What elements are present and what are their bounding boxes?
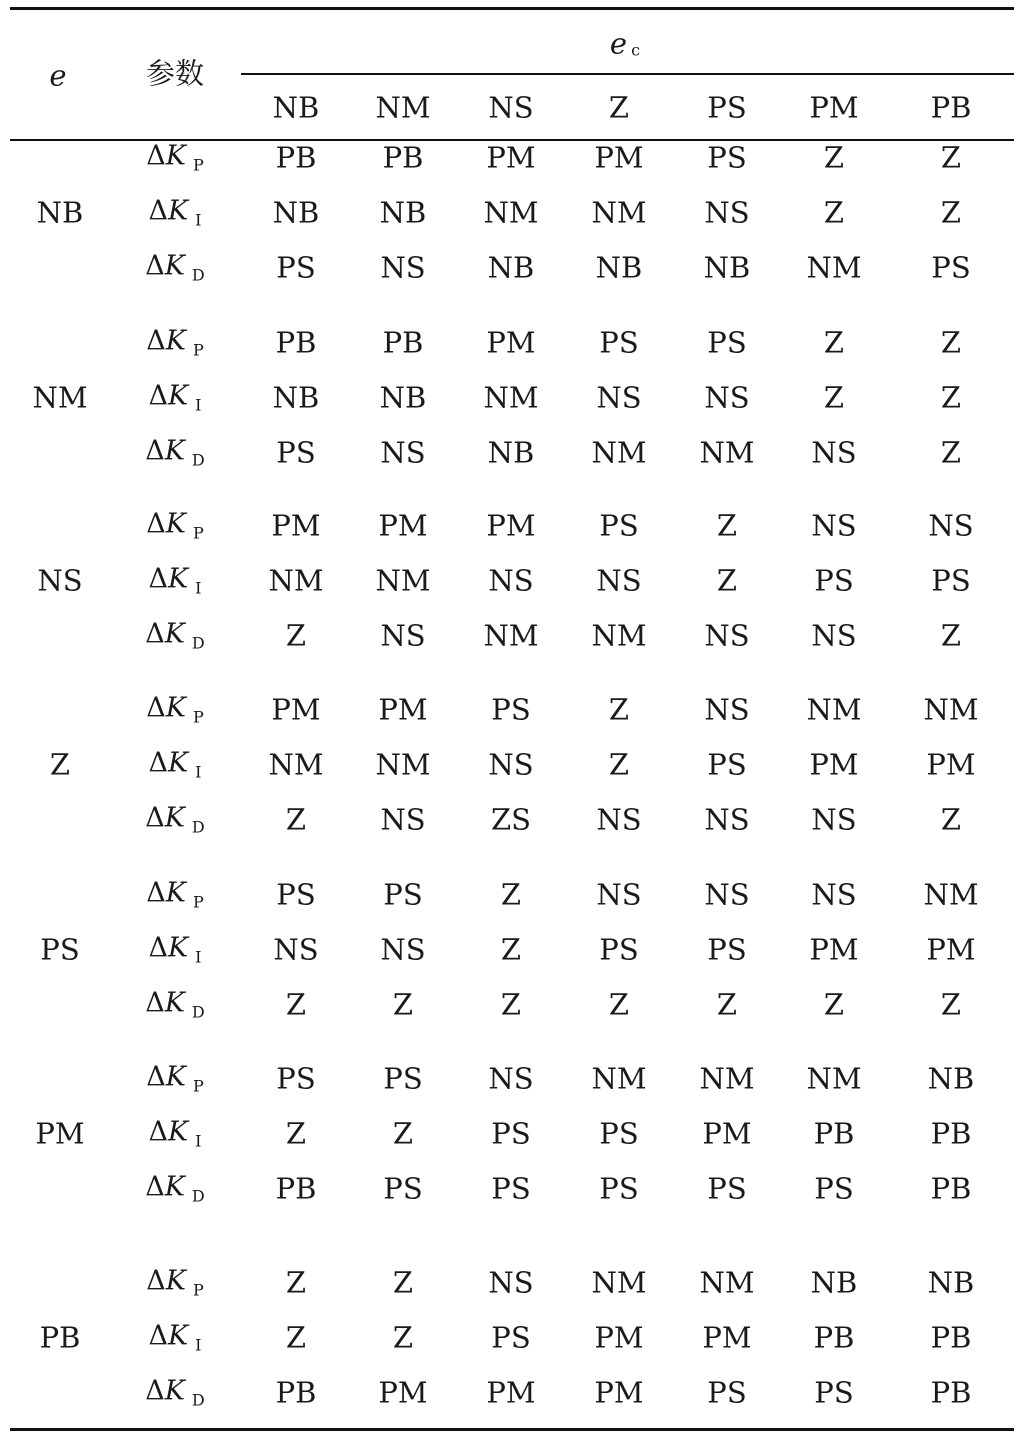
row-group-label-pm: PM [35,1116,85,1151]
param-label-i: ΔK $_I$ [148,563,202,598]
table-cell: PB [930,1171,972,1206]
table-cell: PS [276,1061,316,1096]
table-cell: PM [486,325,536,360]
table-cell: PM [702,1116,752,1151]
table-cell: Z [823,987,845,1022]
table-cell: NM [591,1265,647,1300]
table-cell: NM [806,692,862,727]
table-cell: NS [811,618,857,653]
table-cell: NB [487,435,535,470]
table-cell: NM [483,380,539,415]
table-cell: PM [594,1375,644,1410]
table-cell: PS [931,250,971,285]
table-cell: NM [483,195,539,230]
table-cell: NS [596,563,642,598]
table-cell: Z [716,987,738,1022]
row-group-label-pb: PB [39,1320,81,1355]
table-cell: NS [596,802,642,837]
table-cell: PS [599,1116,639,1151]
table-cell: Z [940,195,962,230]
table-cell: Z [392,1320,414,1355]
table-cell: NM [923,877,979,912]
table-cell: NM [923,692,979,727]
table-cell: Z [500,932,522,967]
table-cell: NM [375,563,431,598]
table-cell: PM [926,747,976,782]
table-cell: NS [928,508,974,543]
header-sub-rule [241,73,1014,75]
table-cell: NS [704,877,750,912]
table-cell: NM [591,195,647,230]
table-cell: NM [483,618,539,653]
table-cell: PB [813,1116,855,1151]
param-label-d: ΔK $_D$ [145,250,205,285]
table-cell: NS [704,618,750,653]
column-header-ns: NS [488,90,534,125]
table-cell: Z [392,987,414,1022]
table-cell: PS [491,1320,531,1355]
table-cell: NS [704,195,750,230]
table-cell: NB [379,195,427,230]
row-group-label-ps: PS [40,932,80,967]
table-cell: NS [811,877,857,912]
table-cell: NM [591,618,647,653]
table-cell: NS [811,508,857,543]
param-label-d: ΔK $_D$ [145,1375,205,1410]
table-cell: PS [814,1171,854,1206]
table-cell: PS [931,563,971,598]
param-label-p: ΔK $_P$ [146,325,204,360]
header-ec-main: e [609,26,628,61]
table-cell: NM [699,1061,755,1096]
table-cell: Z [608,987,630,1022]
table-cell: NM [806,250,862,285]
table-cell: PS [707,747,747,782]
header-e: e [49,58,67,93]
table-cell: NS [488,563,534,598]
header-ec [609,26,641,61]
column-header-ps: PS [707,90,747,125]
param-label-d: ΔK $_D$ [145,435,205,470]
table-cell: Z [940,802,962,837]
table-cell: PS [383,1061,423,1096]
table-cell: Z [716,563,738,598]
table-cell: NB [272,195,320,230]
table-cell: Z [285,1116,307,1151]
param-label-p: ΔK $_P$ [146,140,204,175]
param-label-i: ΔK $_I$ [148,195,202,230]
table-cell: NS [488,1061,534,1096]
table-cell: PM [486,140,536,175]
table-cell: PM [809,747,859,782]
param-label-i: ΔK $_I$ [148,380,202,415]
table-cell: PS [383,1171,423,1206]
table-cell: Z [500,987,522,1022]
table-cell: PB [382,140,424,175]
table-cell: PS [707,140,747,175]
table-cell: NS [380,250,426,285]
header-param: 参数 [145,56,205,91]
table-cell: NM [806,1061,862,1096]
row-group-label-ns: NS [37,563,83,598]
param-label-i: ΔK $_I$ [148,1320,202,1355]
table-cell: NS [380,802,426,837]
param-label-d: ΔK $_D$ [145,618,205,653]
table-cell: NM [699,1265,755,1300]
column-header-z: Z [608,90,630,125]
param-label-p: ΔK $_P$ [146,1061,204,1096]
table-cell: PM [809,932,859,967]
table-cell: PS [814,563,854,598]
row-group-label-nb: NB [36,195,84,230]
table-cell: Z [285,802,307,837]
table-cell: PB [930,1116,972,1151]
table-cell: PM [486,508,536,543]
table-cell: NM [375,747,431,782]
table-cell: NM [699,435,755,470]
table-cell: PS [599,932,639,967]
table-cell: PS [383,877,423,912]
param-label-i: ΔK $_I$ [148,1116,202,1151]
table-cell: NB [272,380,320,415]
table-cell: PM [486,1375,536,1410]
table-cell: NS [811,435,857,470]
table-cell: Z [940,325,962,360]
table-cell: PM [378,1375,428,1410]
param-label-i: ΔK $_I$ [148,932,202,967]
table-cell: Z [716,508,738,543]
table-cell: PS [599,508,639,543]
table-cell: Z [285,987,307,1022]
table-cell: NS [704,380,750,415]
table-cell: PS [707,1375,747,1410]
table-cell: NS [380,932,426,967]
table-cell: NB [595,250,643,285]
table-cell: NS [596,380,642,415]
row-group-label-nm: NM [32,380,88,415]
table-cell: PS [276,435,316,470]
table-cell: Z [608,692,630,727]
param-label-d: ΔK $_D$ [145,987,205,1022]
top-rule [10,7,1014,10]
table-cell: NS [380,435,426,470]
table-cell: PM [271,508,321,543]
table-cell: NB [810,1265,858,1300]
table-cell: NM [591,1061,647,1096]
table-cell: PM [378,508,428,543]
table-cell: Z [823,380,845,415]
table-cell: Z [940,618,962,653]
table-cell: PB [275,140,317,175]
table-cell: Z [823,140,845,175]
table-cell: PM [926,932,976,967]
row-group-label-z: Z [49,747,71,782]
table-cell: NB [927,1061,975,1096]
table-cell: NM [591,435,647,470]
table-cell: PB [275,1171,317,1206]
table-cell: NS [488,1265,534,1300]
table-cell: PM [594,1320,644,1355]
table-cell: Z [500,877,522,912]
param-label-p: ΔK $_P$ [146,508,204,543]
table-cell: PB [275,1375,317,1410]
table-cell: NS [273,932,319,967]
table-cell: PM [378,692,428,727]
table-cell: PS [599,1171,639,1206]
table-cell: Z [940,140,962,175]
table-cell: PM [271,692,321,727]
table-cell: PS [276,250,316,285]
table-cell: PS [491,1116,531,1151]
table-cell: NB [487,250,535,285]
table-cell: ZS [490,802,532,837]
header-ec-sub: c [631,40,641,60]
bottom-rule [10,1428,1014,1431]
table-cell: PS [491,1171,531,1206]
table-cell: NB [927,1265,975,1300]
table-cell: Z [940,987,962,1022]
column-header-pb: PB [930,90,972,125]
table-cell: Z [823,325,845,360]
table-cell: PB [813,1320,855,1355]
table-cell: Z [285,618,307,653]
param-label-d: ΔK $_D$ [145,1171,205,1206]
column-header-nm: NM [375,90,431,125]
table-cell: Z [823,195,845,230]
param-label-p: ΔK $_P$ [146,877,204,912]
table-cell: PM [594,140,644,175]
table-cell: NM [268,747,324,782]
table-cell: PS [814,1375,854,1410]
table-cell: PS [707,932,747,967]
table-cell: PM [702,1320,752,1355]
table-cell: NS [811,802,857,837]
table-cell: PB [275,325,317,360]
param-label-i: ΔK $_I$ [148,747,202,782]
table-cell: PS [599,325,639,360]
table-cell: PB [930,1375,972,1410]
param-label-p: ΔK $_P$ [146,692,204,727]
table-cell: PS [707,325,747,360]
table-cell: PS [491,692,531,727]
table-cell: Z [392,1265,414,1300]
table-cell: PS [707,1171,747,1206]
table-cell: Z [940,380,962,415]
table-cell: Z [285,1320,307,1355]
table-cell: Z [392,1116,414,1151]
table-cell: PB [930,1320,972,1355]
table-cell: PB [382,325,424,360]
column-header-pm: PM [809,90,859,125]
param-label-d: ΔK $_D$ [145,802,205,837]
table-cell: NS [488,747,534,782]
table-cell: NS [704,692,750,727]
column-header-nb: NB [272,90,320,125]
table-cell: NS [380,618,426,653]
table-cell: NS [704,802,750,837]
table-cell: Z [940,435,962,470]
param-label-p: ΔK $_P$ [146,1265,204,1300]
table-cell: Z [285,1265,307,1300]
table-cell: NS [596,877,642,912]
table-cell: Z [608,747,630,782]
table-cell: PS [276,877,316,912]
table-cell: NB [703,250,751,285]
table-cell: NM [268,563,324,598]
table-cell: NB [379,380,427,415]
